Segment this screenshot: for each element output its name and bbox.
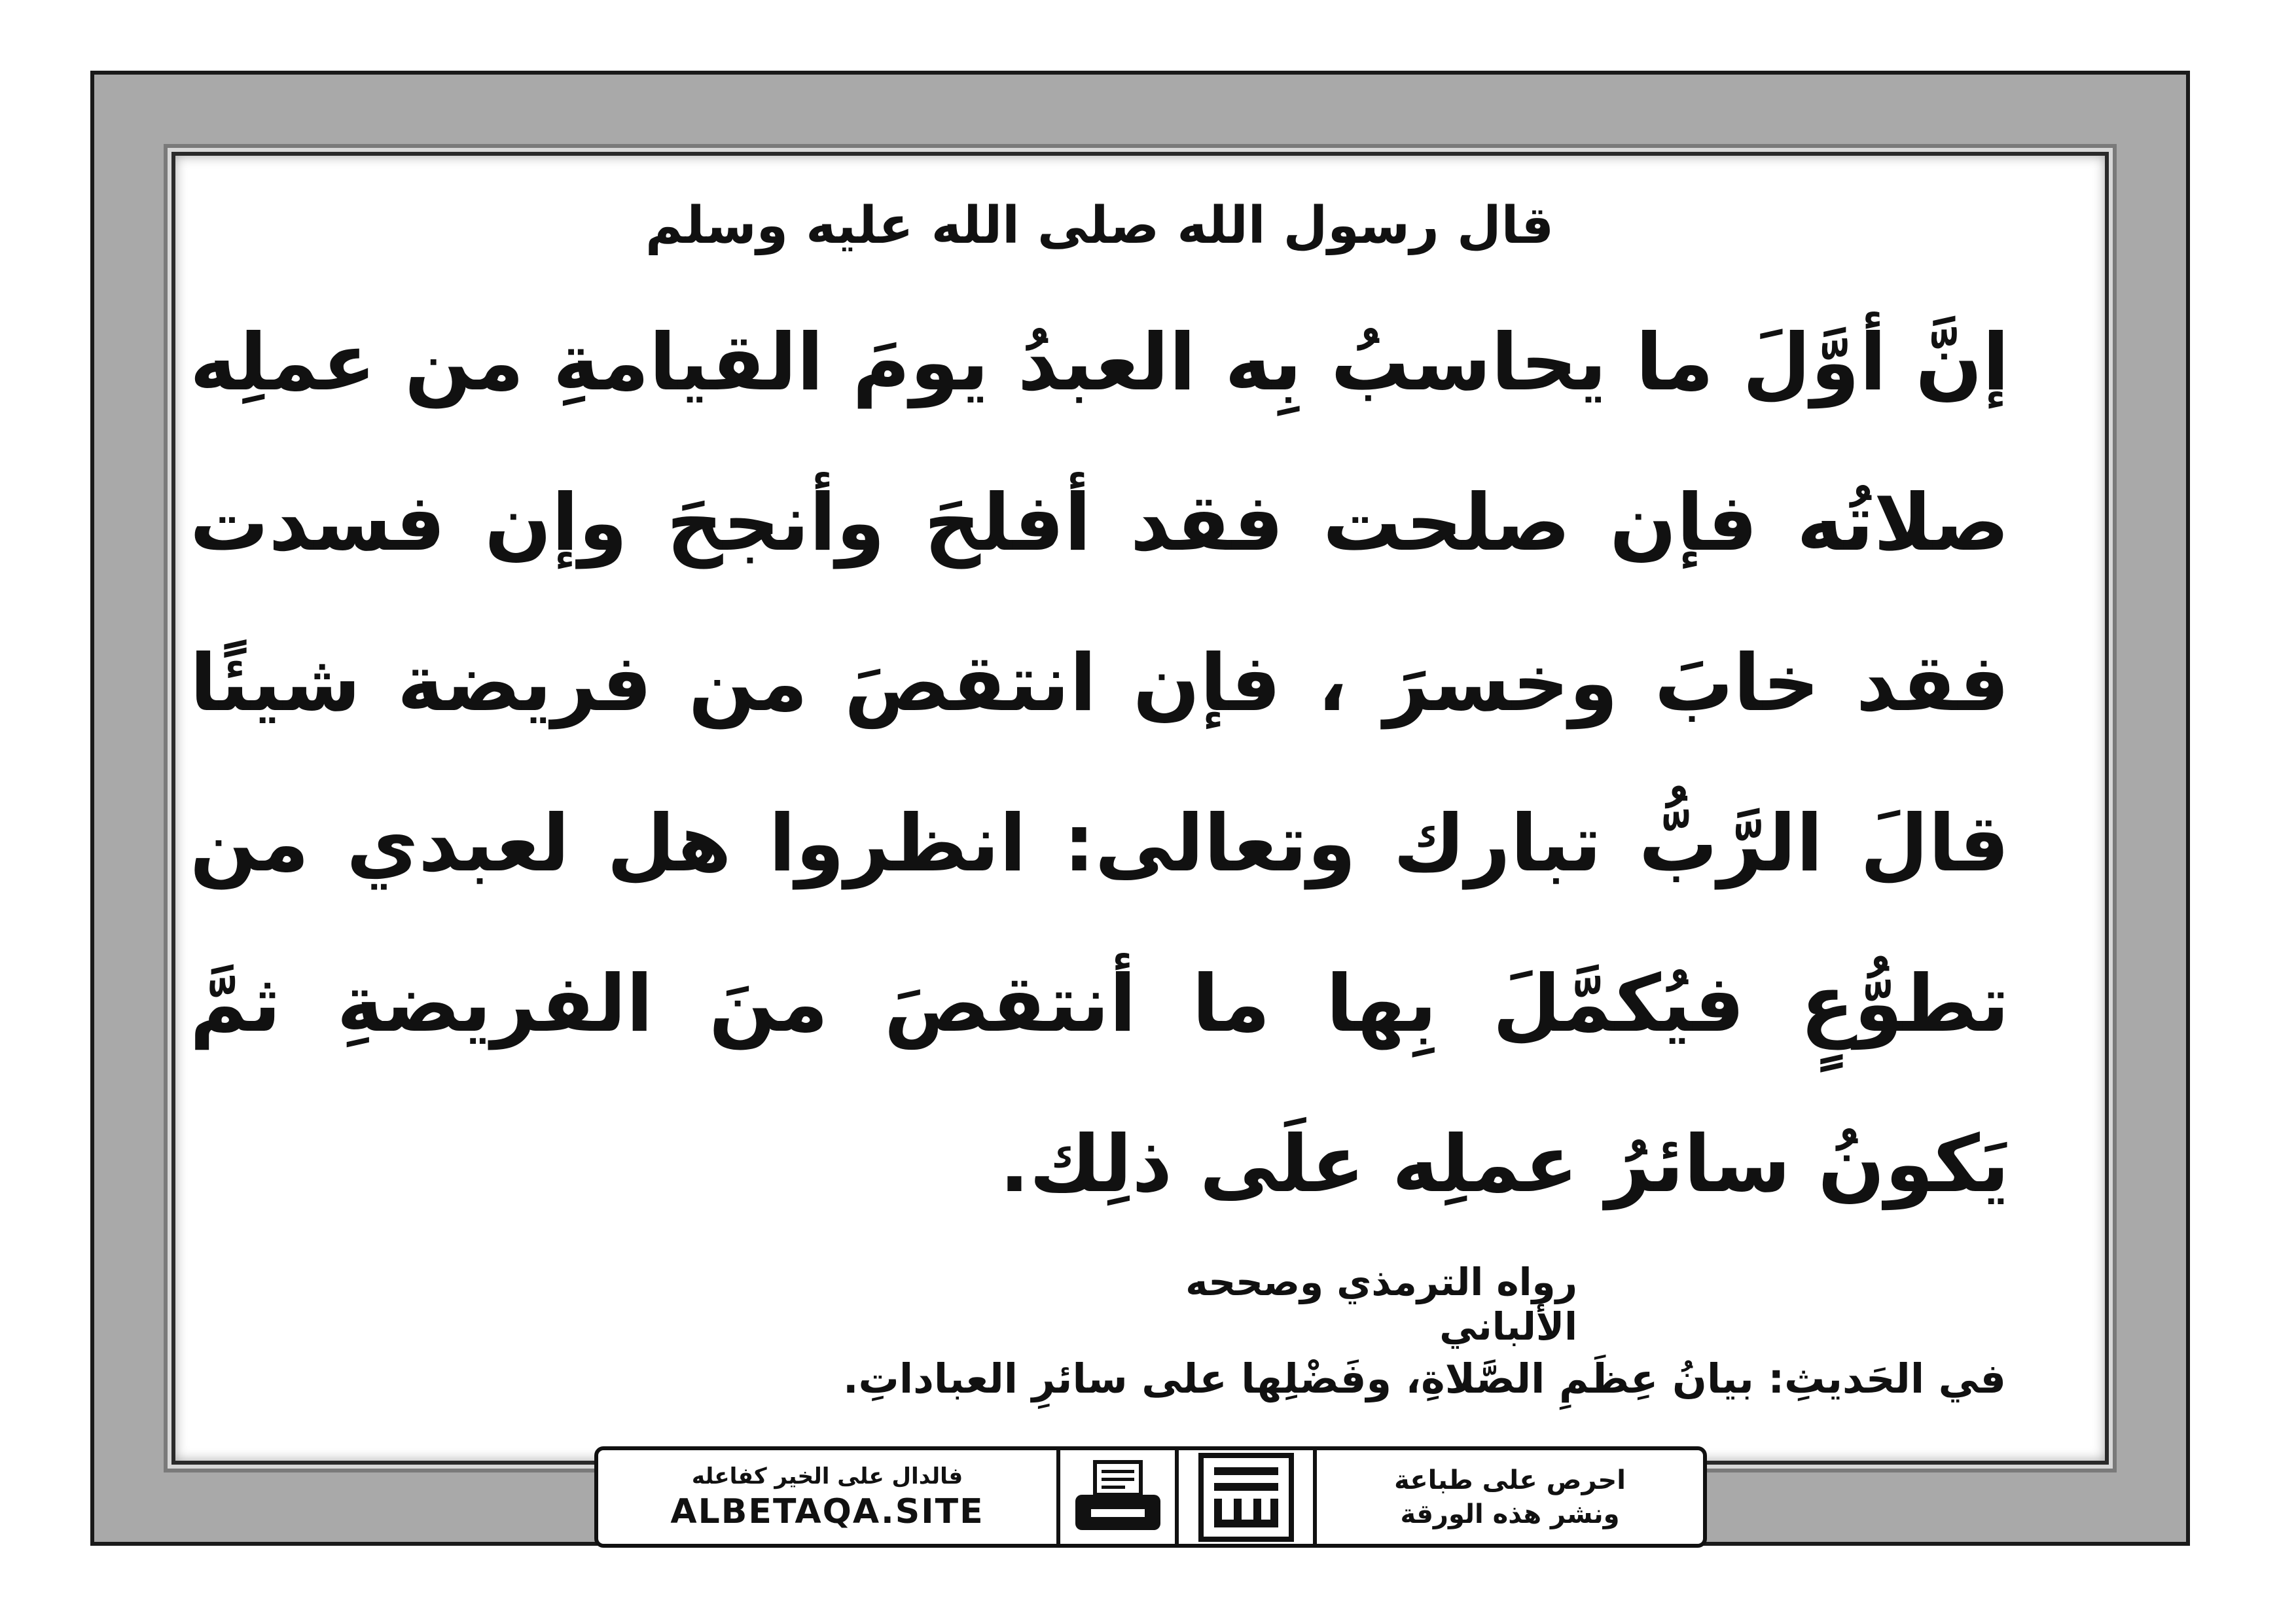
source-note: رواه الترمذي وصححه الألباني <box>1185 1260 1577 1349</box>
print-request <box>1313 1450 1703 1544</box>
logo-icon <box>1197 1452 1295 1543</box>
site-caption: فالدال على الخير كفاعله <box>691 1463 963 1489</box>
print-request-line1: احرص على طباعة <box>1394 1465 1626 1495</box>
main-content <box>190 196 2009 1245</box>
hadith-text: إنَّ أوَّلَ ما يحاسبُ بِه العبدُ يومَ القيامةِ من عملِه صلاتُه فإن صلحت فقد أفلحَ وأنجحَ وإن فسدت فقد خابَ وخسرَ ، فإن انتقصَ من فريضة شيئًا قالَ الرَّبُّ تبارك وتعالى: انظروا هل لعبدي من تطوُّعٍ فيُكمَّلَ بِها ما أنتقصَ منَ الفريضةِ ثمَّ يَكونُ سائرُ عملِه علَى ذلِك. <box>190 317 2009 1210</box>
site-url-link[interactable]: ALBETAQA.SITE <box>670 1491 984 1531</box>
site-info <box>598 1450 1056 1544</box>
logo <box>1175 1450 1313 1544</box>
print-request-line2: ونشر هذه الورقة <box>1400 1499 1620 1529</box>
footer-bar <box>594 1446 1707 1548</box>
intro-line: قال رسول الله صلى الله عليه وسلم <box>645 196 1554 255</box>
benefit-line: في الحَديثِ: بيانُ عِظَمِ الصَّلاةِ، وفَضْلِها على سائرِ العباداتِ. <box>842 1355 2006 1402</box>
printer-icon <box>1069 1458 1167 1537</box>
printer <box>1056 1450 1175 1544</box>
